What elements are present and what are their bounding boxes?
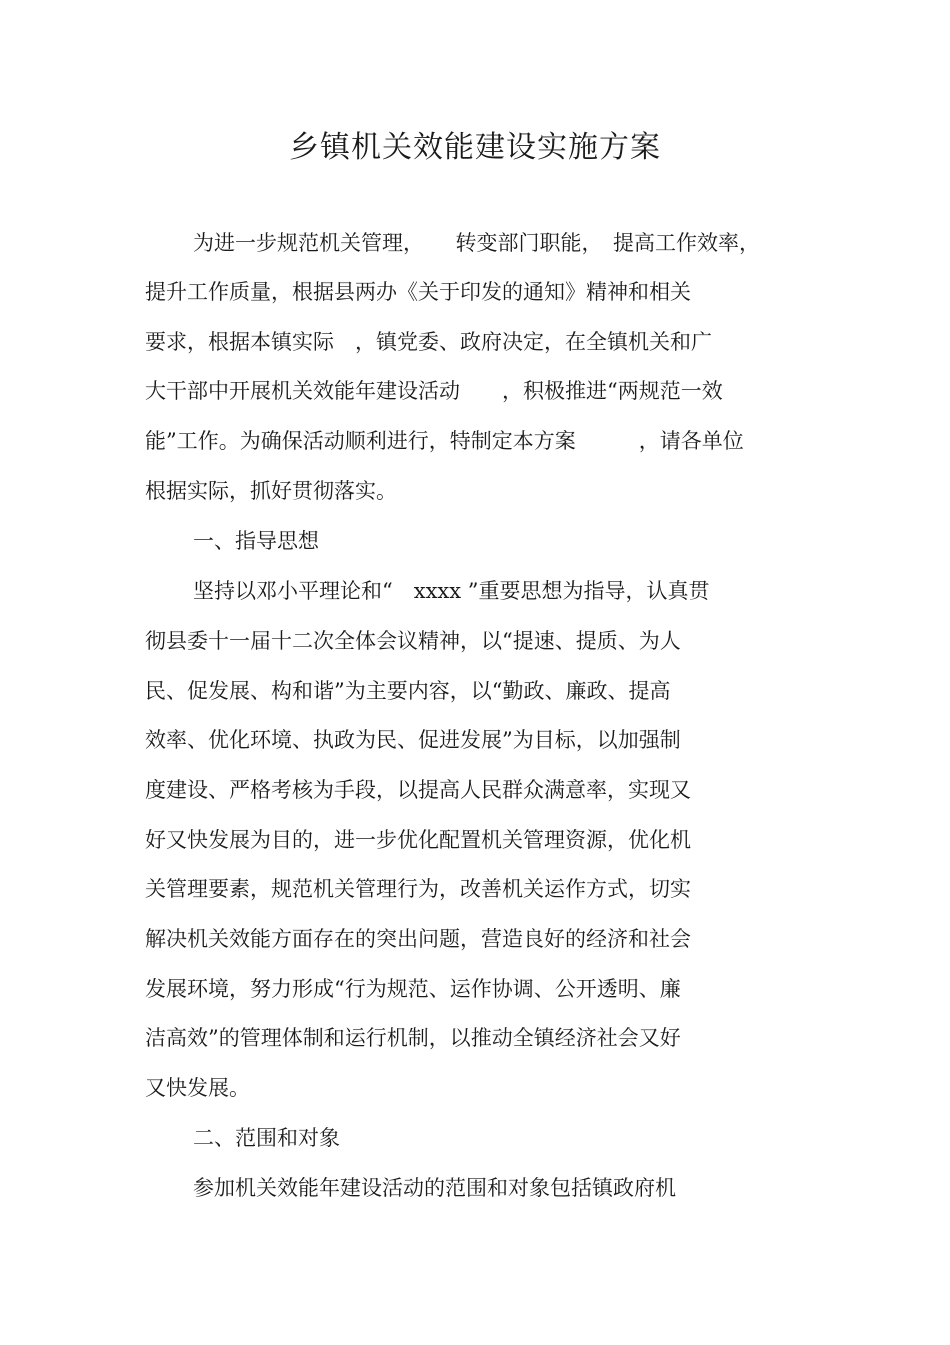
paragraph-line: 提升工作质量，根据县两办《关于印发的通知》精神和相关 bbox=[145, 280, 691, 304]
paragraph-line: 为进一步规范机关管理， 转变部门职能， 提高工作效率， bbox=[193, 231, 760, 255]
paragraph-line: 彻县委十一届十二次全体会议精神，以“提速、提质、为人 bbox=[145, 629, 681, 653]
document-title: 乡镇机关效能建设实施方案 bbox=[289, 130, 661, 165]
paragraph-line: 又快发展。 bbox=[145, 1076, 250, 1100]
paragraph-line: 度建设、严格考核为手段，以提高人民群众满意率，实现又 bbox=[145, 778, 691, 802]
paragraph-line: 发展环境，努力形成“行为规范、运作协调、公开透明、廉 bbox=[145, 977, 681, 1001]
paragraph-line: 参加机关效能年建设活动的范围和对象包括镇政府机 bbox=[193, 1176, 676, 1200]
paragraph-line: 根据实际，抓好贯彻落实。 bbox=[145, 479, 397, 503]
paragraph-line: 大干部中开展机关效能年建设活动 ，积极推进“两规范一效 bbox=[145, 379, 723, 403]
paragraph-line: 坚持以邓小平理论和“ xxxx ”重要思想为指导，认真贯 bbox=[193, 579, 710, 603]
section-heading: 一、指导思想 bbox=[193, 529, 319, 553]
paragraph-line: 民、促发展、构和谐”为主要内容，以“勤政、廉政、提高 bbox=[145, 679, 671, 703]
paragraph-line: 关管理要素，规范机关管理行为，改善机关运作方式，切实 bbox=[145, 877, 691, 901]
paragraph-line: 解决机关效能方面存在的突出问题，营造良好的经济和社会 bbox=[145, 927, 691, 951]
paragraph-line: 要求，根据本镇实际 ，镇党委、政府决定，在全镇机关和广 bbox=[145, 330, 712, 354]
paragraph-line: 能”工作。为确保活动顺利进行，特制定本方案 ，请各单位 bbox=[145, 429, 744, 453]
section-heading: 二、范围和对象 bbox=[193, 1126, 340, 1150]
paragraph-line: 好又快发展为目的，进一步优化配置机关管理资源，优化机 bbox=[145, 828, 691, 852]
paragraph-line: 洁高效”的管理体制和运行机制，以推动全镇经济社会又好 bbox=[145, 1026, 681, 1050]
paragraph-line: 效率、优化环境、执政为民、促进发展”为目标，以加强制 bbox=[145, 728, 681, 752]
